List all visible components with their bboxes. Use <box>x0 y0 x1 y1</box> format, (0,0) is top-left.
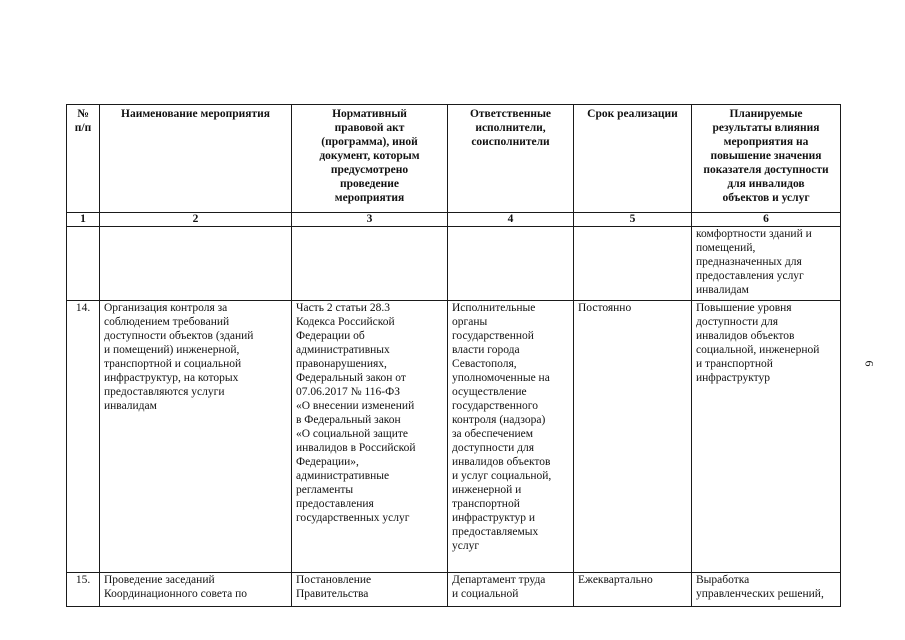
planned-result: Повышение уровня доступности для инвалидов объектов социальной, инженерной и транспортной инфраструктур <box>692 301 841 573</box>
page-number: 6 <box>862 360 877 367</box>
column-number-row <box>67 213 841 227</box>
planned-result: Выработка управленческих решений, <box>692 573 841 607</box>
legal-act <box>292 227 448 301</box>
term: Постоянно <box>574 301 692 573</box>
term: Ежеквартально <box>574 573 692 607</box>
header-number: № п/п <box>67 105 100 213</box>
column-number: 2 <box>100 213 292 227</box>
term <box>574 227 692 301</box>
executors: Исполнительные органы государственной власти города Севастополя, уполномоченные на осуществление государственного контроля (надзора) за обеспечением доступности для инвалидов объектов и услуг социальной, инженерной и транспортной инфраструктур и предоставляемых услуг <box>448 301 574 573</box>
measure-name <box>100 227 292 301</box>
measures-table <box>66 104 841 607</box>
executors <box>448 227 574 301</box>
measure-name: Проведение заседаний Координационного совета по <box>100 573 292 607</box>
row-number <box>67 227 100 301</box>
column-number: 1 <box>67 213 100 227</box>
column-number: 4 <box>448 213 574 227</box>
table-row <box>67 301 841 573</box>
header-term: Срок реализации <box>574 105 692 213</box>
legal-act: Постановление Правительства <box>292 573 448 607</box>
table-row <box>67 573 841 607</box>
header-measure-name: Наименование мероприятия <box>100 105 292 213</box>
executors: Департамент труда и социальной <box>448 573 574 607</box>
header-planned-results: Планируемые результаты влияния мероприятия на повышение значения показателя доступности для инвалидов объектов и услуг <box>692 105 841 213</box>
table-row <box>67 227 841 301</box>
header-row <box>67 105 841 213</box>
header-legal-act: Нормативный правовой акт (программа), иной документ, которым предусмотрено проведение мероприятия <box>292 105 448 213</box>
planned-result: комфортности зданий и помещений, предназначенных для предоставления услуг инвалидам <box>692 227 841 301</box>
column-number: 5 <box>574 213 692 227</box>
measure-name: Организация контроля за соблюдением требований доступности объектов (зданий и помещений) инженерной, транспортной и социальной инфраструктур, на которых предоставляются услуги инвалидам <box>100 301 292 573</box>
row-number: 14. <box>67 301 100 573</box>
legal-act: Часть 2 статьи 28.3 Кодекса Российской Федерации об административных правонарушениях, Федеральный закон от 07.06.2017 № 116-ФЗ «О внесении изменений в Федеральный закон «О социальной защите инвалидов в Российской Федерации», административные регламенты предоставления государственных услуг <box>292 301 448 573</box>
row-number: 15. <box>67 573 100 607</box>
column-number: 6 <box>692 213 841 227</box>
column-number: 3 <box>292 213 448 227</box>
header-executors: Ответственные исполнители, соисполнители <box>448 105 574 213</box>
